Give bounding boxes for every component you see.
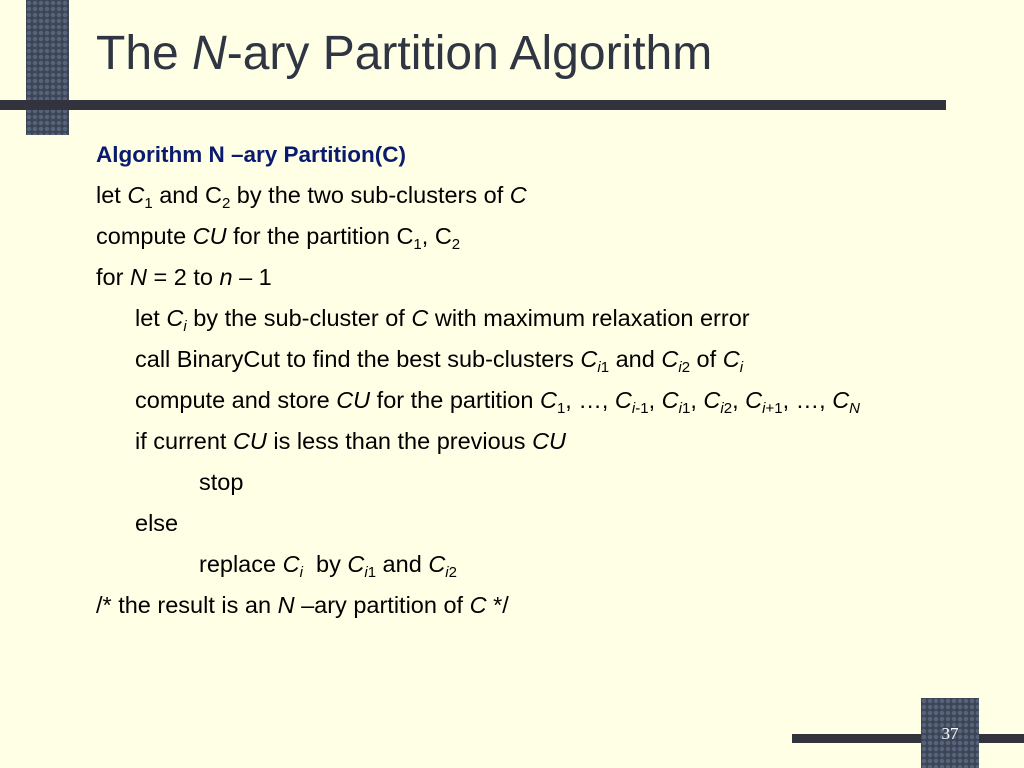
algorithm-heading: Algorithm N –ary Partition(C): [96, 142, 407, 167]
l1-text: and C: [152, 182, 222, 208]
l5-sub: [597, 359, 609, 376]
l3-text: for: [96, 264, 130, 290]
l6-sub: [720, 400, 732, 417]
l6-sub: [679, 400, 691, 417]
l5-text: of: [690, 346, 723, 372]
l6-var: C: [661, 387, 679, 413]
algorithm-line-3: [96, 257, 1016, 298]
l5-var: C: [722, 346, 740, 372]
l2-text: compute: [96, 223, 193, 249]
l10-sub-num: 1: [367, 564, 377, 581]
decorative-block-left: [26, 0, 69, 135]
l3-text: – 1: [232, 264, 272, 290]
l6-sub-var: i: [631, 400, 636, 417]
l2-text: , C: [421, 223, 452, 249]
l5-sub: [740, 359, 743, 376]
l4-var: C: [166, 305, 184, 331]
title-suffix: -ary Partition Algorithm: [226, 27, 713, 80]
l11-text: –ary partition of: [294, 592, 470, 618]
algorithm-line-4: [96, 298, 1016, 339]
l6-sub-var: i: [762, 400, 766, 417]
l10-sub-var: i: [364, 564, 368, 581]
l3-var: n: [219, 264, 233, 290]
slide-title: [96, 22, 712, 86]
l3-var: N: [129, 264, 147, 290]
l6-sub: [849, 400, 860, 417]
l3-text: = 2 to: [146, 264, 220, 290]
l6-text: , …,: [565, 387, 615, 413]
l6-sub-num: -1: [635, 400, 649, 417]
l7-var: CU: [232, 428, 267, 454]
l6-text: ,: [732, 387, 746, 413]
title-prefix: The: [96, 27, 193, 80]
l6-var: C: [832, 387, 850, 413]
l6-text: for the partition: [370, 387, 540, 413]
l10-text: replace: [199, 551, 283, 577]
l10-text: by: [302, 551, 348, 577]
l4-text: with maximum relaxation error: [428, 305, 750, 331]
l5-sub: [678, 359, 690, 376]
algorithm-line-11: [96, 585, 1016, 626]
l5-sub-var: i: [597, 359, 601, 376]
footer-rule: [792, 734, 1024, 743]
l4-text: let: [135, 305, 167, 331]
l6-sub: 1: [556, 400, 566, 417]
algorithm-line-6: [96, 380, 1016, 421]
l10-sub: [445, 564, 457, 581]
l6-var: C: [539, 387, 557, 413]
l6-var: CU: [336, 387, 371, 413]
l6-var: C: [614, 387, 632, 413]
l5-text: call BinaryCut to find the best sub-clusters: [135, 346, 581, 372]
l6-text: ,: [690, 387, 704, 413]
l11-var: N: [277, 592, 295, 618]
l8-text: stop: [199, 469, 244, 495]
l5-var: C: [661, 346, 679, 372]
l7-var: CU: [532, 428, 567, 454]
algorithm-line-1: [96, 175, 1016, 216]
l2-var: CU: [192, 223, 227, 249]
l5-var: C: [580, 346, 598, 372]
l7-text: if current: [135, 428, 233, 454]
algorithm-line-2: [96, 216, 1016, 257]
title-italic-n: N: [192, 27, 227, 80]
algorithm-line-9: [96, 503, 1016, 544]
l11-text: */: [486, 592, 509, 618]
l2-sub: 1: [413, 236, 422, 253]
l6-sub-var: i: [720, 400, 724, 417]
algorithm-line-7: [96, 421, 1016, 462]
l4-var: C: [411, 305, 429, 331]
l9-text: else: [135, 510, 179, 536]
l1-var: C: [127, 182, 145, 208]
l10-text: and: [376, 551, 429, 577]
l5-sub-num: 1: [600, 359, 610, 376]
page-number: 37: [941, 724, 959, 743]
l4-sub-var: i: [183, 318, 187, 335]
title-underline-rule: [0, 100, 946, 110]
l10-sub-num: 2: [448, 564, 457, 581]
l4-text: by the sub-cluster of: [186, 305, 412, 331]
algorithm-line-8: [96, 462, 1016, 503]
l1-text: by the two sub-clusters of: [230, 182, 510, 208]
l6-text: compute and store: [135, 387, 337, 413]
l5-sub-num: 2: [681, 359, 691, 376]
l10-sub-var: i: [445, 564, 449, 581]
l6-sub-num: 1: [681, 400, 691, 417]
l1-var: C: [509, 182, 527, 208]
l11-var: C: [469, 592, 487, 618]
l5-text: and: [609, 346, 662, 372]
l1-text: let: [96, 182, 128, 208]
l2-text: for the partition C: [226, 223, 414, 249]
l6-var: C: [703, 387, 721, 413]
l5-sub-var: i: [739, 359, 744, 376]
l6-text: , …,: [782, 387, 833, 413]
l6-text: ,: [648, 387, 662, 413]
l6-sub-num: +1: [765, 400, 783, 417]
l6-sub: [762, 400, 782, 417]
algorithm-line-5: [96, 339, 1016, 380]
l6-var: C: [745, 387, 763, 413]
l10-var: C: [428, 551, 446, 577]
l10-sub: [364, 564, 376, 581]
l2-sub: 2: [451, 236, 461, 253]
l10-var: C: [347, 551, 365, 577]
l6-sub-var: i: [678, 400, 682, 417]
algorithm-line-10: [96, 544, 1016, 585]
l6-sub-var: N: [849, 400, 861, 417]
l1-sub: 2: [221, 195, 231, 212]
l5-sub-var: i: [678, 359, 682, 376]
l10-sub-var: i: [299, 564, 303, 581]
l10-var: C: [282, 551, 300, 577]
l6-sub: [632, 400, 649, 417]
algorithm-body: [96, 134, 1016, 626]
l1-sub: 1: [144, 195, 153, 212]
l7-text: is less than the previous: [266, 428, 533, 454]
l6-sub-num: 2: [723, 400, 733, 417]
l11-text: /* the result is an: [96, 592, 278, 618]
